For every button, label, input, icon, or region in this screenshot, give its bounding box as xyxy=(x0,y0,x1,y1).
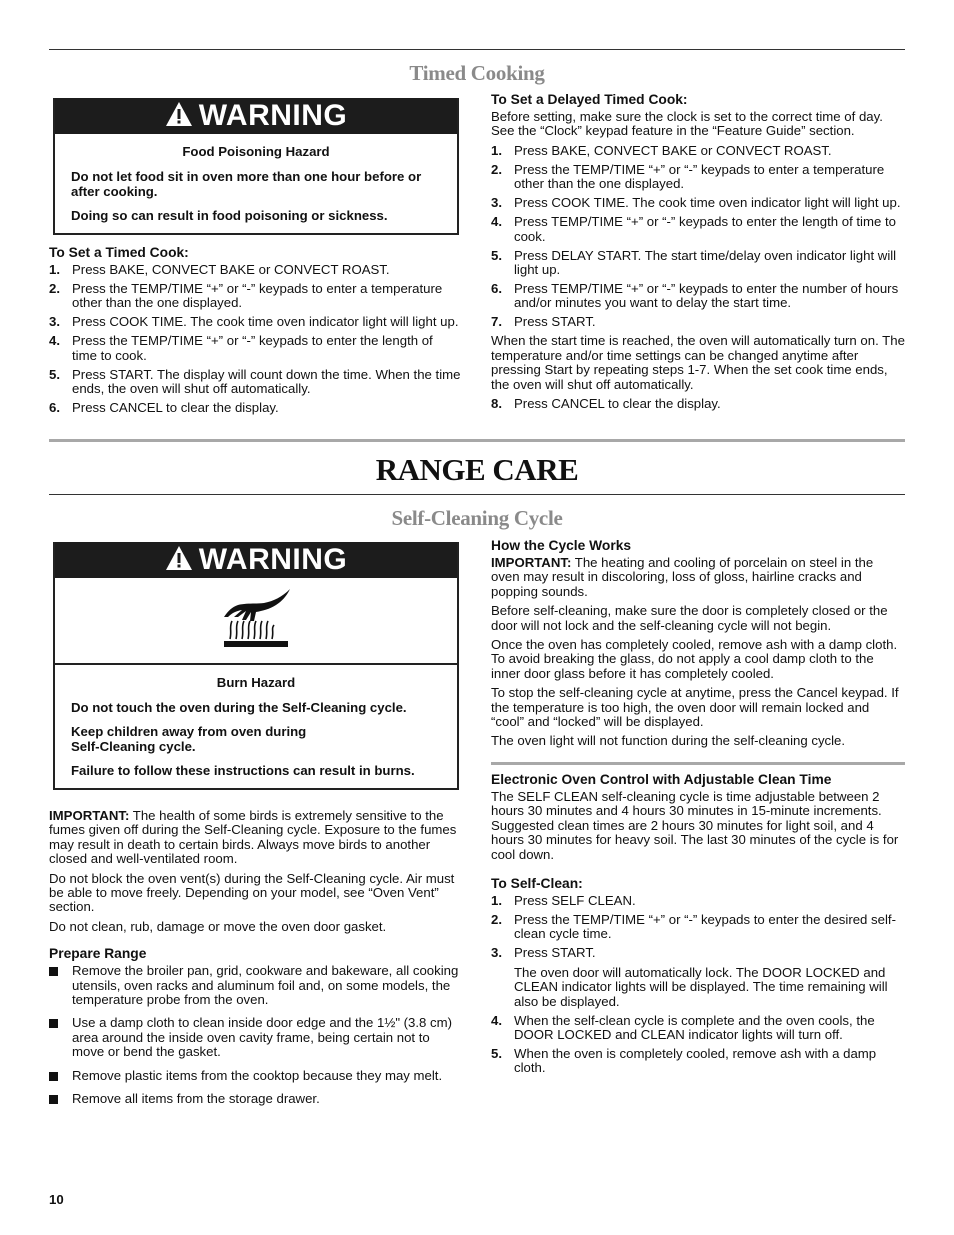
icon-area xyxy=(55,578,457,665)
important-label: IMPORTANT: xyxy=(49,808,130,823)
step-number: 3. xyxy=(491,945,502,961)
square-bullet-icon xyxy=(49,967,58,976)
step-text: Press the TEMP/TIME “+” or “-” keypads to enter a temperature other than the one displayed. xyxy=(72,281,443,311)
electronic-heading: Electronic Oven Control with Adjustable Clean Time xyxy=(491,772,832,787)
top-rule xyxy=(49,49,905,50)
list-item xyxy=(491,144,905,158)
list-item xyxy=(491,397,905,411)
timed-cook-section xyxy=(49,245,461,420)
step-text: Press TEMP/TIME “+” or “-” keypads to enter the length of time to cook. xyxy=(514,214,896,244)
self-clean-steps xyxy=(491,894,905,1076)
warning-line: Keep children away from oven during Self-Cleaning cycle. xyxy=(71,724,307,754)
warning-banner xyxy=(55,98,457,134)
light-paragraph: The oven light will not function during the self-cleaning cycle. xyxy=(491,733,846,749)
hazard-title: Burn Hazard xyxy=(216,675,296,690)
step-number: 3. xyxy=(49,314,60,330)
warning-label: WARNING xyxy=(198,543,348,576)
list-item xyxy=(49,334,461,363)
birds-important xyxy=(49,809,461,867)
list-item xyxy=(491,196,905,210)
list-item xyxy=(491,163,905,192)
timed-cook-steps xyxy=(49,263,461,416)
step-text: Press BAKE, CONVECT BAKE or CONVECT ROAST. xyxy=(72,262,390,277)
warning-box-burn xyxy=(53,542,459,790)
square-bullet-icon xyxy=(49,1019,58,1028)
step-text: Press the TEMP/TIME “+” or “-” keypads to enter the length of time to cook. xyxy=(72,333,433,363)
self-clean-heading: To Self-Clean: xyxy=(491,876,583,892)
step-text: Press TEMP/TIME “+” or “-” keypads to enter the number of hours and/or minutes you want to delay the start time. xyxy=(514,281,899,311)
list-item xyxy=(49,368,461,397)
step-number: 1. xyxy=(49,262,60,277)
delayed-cook-steps xyxy=(491,144,905,330)
list-item xyxy=(49,1092,461,1106)
hot-surface-hand-icon xyxy=(216,587,296,654)
step-number: 5. xyxy=(491,247,502,263)
step-number: 8. xyxy=(491,396,502,412)
step-text: Press COOK TIME. The cook time oven indicator light will light up. xyxy=(514,195,901,211)
step-number: 3. xyxy=(491,195,502,211)
list-item xyxy=(49,1069,461,1083)
page-number: 10 xyxy=(49,1192,64,1207)
list-item xyxy=(491,282,905,311)
list-item xyxy=(491,946,905,1009)
step-text: When the oven is completely cooled, remove ash with a damp cloth. xyxy=(514,1046,877,1076)
vent-paragraph: Do not block the oven vent(s) during the Self-Cleaning cycle. Air must be able to move freely. Depending on your model, see “Oven Vent” section. xyxy=(49,870,455,915)
bullet-text: Remove plastic items from the cooktop because they may melt. xyxy=(72,1067,443,1083)
warning-line: Doing so can result in food poisoning or sickness. xyxy=(71,208,388,223)
section-divider xyxy=(49,439,905,442)
list-item xyxy=(491,894,905,908)
self-cleaning-right xyxy=(491,538,905,754)
delayed-cook-section xyxy=(491,92,905,416)
list-item xyxy=(491,249,905,278)
list-item xyxy=(49,282,461,311)
list-item xyxy=(491,1014,905,1043)
gasket-paragraph: Do not clean, rub, damage or move the oven door gasket. xyxy=(49,918,387,934)
title-rule xyxy=(49,494,905,495)
step-number: 2. xyxy=(491,912,502,928)
how-cycle-heading: How the Cycle Works xyxy=(491,538,632,553)
step-number: 6. xyxy=(491,281,502,297)
subsection-divider xyxy=(491,762,905,765)
step-text: Press the TEMP/TIME “+” or “-” keypads to enter a temperature other than the one displayed. xyxy=(514,161,885,192)
electronic-control-section xyxy=(491,772,905,1080)
step-number: 1. xyxy=(491,893,502,909)
important-label: IMPORTANT: xyxy=(491,555,572,570)
square-bullet-icon xyxy=(49,1095,58,1104)
step-number: 2. xyxy=(491,161,502,177)
porcelain-important xyxy=(491,556,905,599)
step-text: When the self-clean cycle is complete and the oven cools, the DOOR LOCKED and CLEAN indicator lights will turn off. xyxy=(514,1012,875,1043)
list-item xyxy=(49,1016,461,1059)
step-text: Press BAKE, CONVECT BAKE or CONVECT ROAST. xyxy=(514,142,832,158)
delayed-cook-heading: To Set a Delayed Timed Cook: xyxy=(491,92,688,107)
prepare-range-heading: Prepare Range xyxy=(49,946,147,962)
list-item xyxy=(49,315,461,329)
delayed-cook-intro: Before setting, make sure the clock is set to the correct time of day. See the “Clock” keypad feature in the “Feature Guide” section. xyxy=(491,109,883,139)
list-item xyxy=(49,401,461,415)
step-number: 5. xyxy=(49,366,60,382)
list-item xyxy=(491,215,905,244)
step-number: 5. xyxy=(491,1046,502,1062)
timed-cook-heading: To Set a Timed Cook: xyxy=(49,245,189,260)
step-text: Press CANCEL to clear the display. xyxy=(72,400,279,416)
delayed-cook-note: When the start time is reached, the oven will automatically turn on. The temperature and/or time settings can be changed anytime after pressing Start by repeating steps 1-7. When the set cook time ends, the oven will shut off automatically. xyxy=(491,333,905,392)
step-number: 6. xyxy=(49,400,60,416)
cancel-paragraph: To stop the self-cleaning cycle at anytime, press the Cancel keypad. If the temperature is too high, the oven door will remain locked and “cool” and “locked” will be displayed. xyxy=(491,685,899,730)
step-text: Press START. xyxy=(514,945,596,961)
list-item xyxy=(491,315,905,329)
list-item xyxy=(491,1047,905,1076)
step-number: 1. xyxy=(491,142,502,158)
page-title: RANGE CARE xyxy=(375,452,579,487)
warning-triangle-icon xyxy=(165,545,193,574)
section-title-timed-cooking: Timed Cooking xyxy=(409,61,545,85)
door-paragraph: Before self-cleaning, make sure the door is completely closed or the door will not lock and the self-cleaning cycle will not begin. xyxy=(491,603,888,633)
warning-banner xyxy=(55,542,457,578)
hazard-title: Food Poisoning Hazard xyxy=(182,144,330,159)
step-number: 7. xyxy=(491,314,502,330)
warning-line: Do not touch the oven during the Self-Cleaning cycle. xyxy=(71,700,407,715)
step-subtext: The oven door will automatically lock. The DOOR LOCKED and CLEAN indicator lights will be displayed. The time remaining will also be displayed. xyxy=(514,964,888,1009)
ash-paragraph: Once the oven has completely cooled, remove ash with a damp cloth. To avoid breaking the glass, do not apply a cool damp cloth to the inner door glass before it has completely cooled. xyxy=(491,637,898,681)
step-text: Press START. xyxy=(514,314,596,330)
important-text: The health of some birds is extremely sensitive to the fumes given off during the Self-Cleaning cycle. Exposure to the fumes may result in death to certain birds. Always move birds to another closed and well-ventilated room. xyxy=(49,808,457,867)
step-text: Press CANCEL to clear the display. xyxy=(514,396,721,412)
warning-triangle-icon xyxy=(165,101,193,130)
prepare-range-list xyxy=(49,964,461,1106)
step-number: 2. xyxy=(49,281,60,296)
step-number: 4. xyxy=(491,1012,502,1028)
step-text: Press COOK TIME. The cook time oven indicator light will light up. xyxy=(72,314,459,330)
step-text: Press SELF CLEAN. xyxy=(514,893,636,909)
step-number: 4. xyxy=(49,333,60,349)
list-item xyxy=(49,263,461,277)
list-item xyxy=(491,913,905,942)
warning-line: Do not let food sit in oven more than one hour before or after cooking. xyxy=(71,169,422,199)
important-text: The heating and cooling of porcelain on steel in the oven may result in discoloring, loss of gloss, hairline cracks and popping sounds. xyxy=(491,555,874,599)
step-number: 4. xyxy=(491,214,502,230)
warning-label: WARNING xyxy=(198,99,348,132)
delayed-cook-final-step xyxy=(491,397,905,411)
electronic-paragraph: The SELF CLEAN self-cleaning cycle is time adjustable between 2 hours 30 minutes and 4 hours 30 minutes in 15-minute increments. Suggested clean times are 2 hours 30 minutes for light soil, and 4 hours 30 minutes for heavy soil. The last 30 minutes of the cycle is for cool down. xyxy=(491,789,899,862)
warning-box-food xyxy=(53,98,459,235)
bullet-text: Use a damp cloth to clean inside door edge and the 1½" (3.8 cm) area around the inside oven cavity frame, being certain not to move or bend the gasket. xyxy=(72,1015,453,1060)
square-bullet-icon xyxy=(49,1072,58,1081)
bullet-text: Remove the broiler pan, grid, cookware and bakeware, all cooking utensils, oven racks and aluminum foil and, on some models, the temperature probe from the oven. xyxy=(72,963,459,1008)
step-text: Press DELAY START. The start time/delay oven indicator light will light up. xyxy=(514,247,897,278)
step-text: Press the TEMP/TIME “+” or “-” keypads to enter the desired self-clean cycle time. xyxy=(514,912,896,942)
warning-line: Failure to follow these instructions can result in burns. xyxy=(71,763,415,778)
list-item xyxy=(49,964,461,1007)
step-text: Press START. The display will count down the time. When the time ends, the oven will shut off automatically. xyxy=(72,366,461,397)
section-title-self-cleaning: Self-Cleaning Cycle xyxy=(391,506,563,530)
self-cleaning-left xyxy=(49,809,461,1116)
bullet-text: Remove all items from the storage drawer. xyxy=(72,1091,320,1107)
